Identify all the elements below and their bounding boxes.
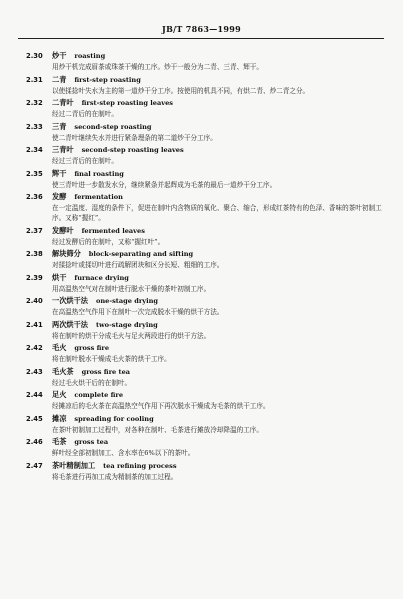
term-definition: 以使揉捻叶失水为主的第一道炒干分工序。按使用的机具不同，有烘二青、炒二青之分。 <box>52 86 310 95</box>
term-english: first-step roasting leaves <box>81 99 174 107</box>
term-english: gross fire tea <box>81 367 131 376</box>
term-entry <box>0 51 403 75</box>
term-number: 2.39 <box>26 273 43 282</box>
term-chinese: 二青叶 <box>52 98 74 107</box>
term-heading <box>26 296 158 306</box>
term-english: furnace drying <box>74 273 129 282</box>
term-chinese: 毛火 <box>52 343 67 352</box>
term-chinese: 解块筛分 <box>52 249 81 258</box>
term-entry <box>0 192 403 226</box>
term-number: 2.30 <box>26 52 43 60</box>
term-entry <box>0 437 403 461</box>
term-entry <box>0 343 403 367</box>
term-number: 2.32 <box>26 99 43 107</box>
term-heading <box>26 367 130 377</box>
term-heading <box>26 390 123 400</box>
term-list <box>0 51 403 484</box>
term-english: tea refining process <box>103 461 177 470</box>
term-heading <box>26 461 177 471</box>
term-number: 2.40 <box>26 297 43 305</box>
term-entry <box>0 226 403 250</box>
term-entry <box>0 75 403 99</box>
term-english: block-separating and sifting <box>88 250 194 258</box>
term-definition: 使二青叶继续失水并进行紧条理条的第二道炒干分工序。 <box>52 133 217 142</box>
term-chinese: 三青叶 <box>52 145 74 154</box>
term-english: first-step roasting <box>74 75 141 84</box>
term-english: complete fire <box>74 391 124 399</box>
term-number: 2.44 <box>26 391 43 399</box>
term-chinese: 毛火茶 <box>52 366 74 376</box>
term-entry <box>0 320 403 344</box>
term-english: gross tea <box>74 438 109 446</box>
term-definition: 用炒干机完成眉茶或珠茶干燥的工序。炒干一般分为二青、三青、辉干。 <box>52 63 263 71</box>
term-chinese: 炒干 <box>52 51 67 60</box>
term-english: fermented leaves <box>81 226 145 235</box>
term-entry <box>0 390 403 414</box>
term-entry <box>0 145 403 169</box>
term-english: second-step roasting leaves <box>81 146 184 154</box>
term-definition: 将在制叶脱水干燥成毛火茶的烘干工序。 <box>52 355 171 363</box>
term-chinese: 毛茶 <box>52 437 67 446</box>
term-definition: 在高温热空气作用下在制叶一次完成脱水干燥的烘干方法。 <box>52 308 224 316</box>
term-heading <box>26 51 105 61</box>
term-heading <box>26 226 145 236</box>
term-definition: 将在制叶的烘干分成毛火与足火两段进行的烘干方法。 <box>52 331 211 340</box>
term-english: spreading for cooling <box>74 414 154 423</box>
term-heading <box>26 169 124 179</box>
term-heading <box>26 145 184 155</box>
term-chinese: 发酵 <box>52 192 67 201</box>
term-english: final roasting <box>74 169 124 178</box>
term-number: 2.37 <box>26 226 43 235</box>
term-definition: 经过三青后的在制叶。 <box>52 157 118 165</box>
term-number: 2.43 <box>26 367 43 376</box>
header-rule <box>18 38 384 39</box>
term-heading <box>26 437 108 447</box>
term-heading <box>26 98 173 108</box>
term-number: 2.41 <box>26 320 43 329</box>
term-definition: 在茶叶初制加工过程中，对各种在制叶、毛茶进行摊放冷却降温的工序。 <box>52 425 263 434</box>
term-number: 2.47 <box>26 461 43 470</box>
term-chinese: 茶叶精制加工 <box>52 460 96 470</box>
term-entry <box>0 273 403 297</box>
term-entry <box>0 367 403 391</box>
term-number: 2.35 <box>26 169 43 178</box>
term-number: 2.33 <box>26 122 43 131</box>
term-entry <box>0 98 403 122</box>
term-entry <box>0 169 403 193</box>
term-definition: 对揉捻叶或揉切叶进行疏解团块和区分长短、粗细的工序。 <box>52 261 224 269</box>
term-number: 2.42 <box>26 344 43 352</box>
term-number: 2.46 <box>26 438 43 446</box>
term-chinese: 发酵叶 <box>52 225 74 235</box>
page-header: JB/T 7863—1999 <box>162 24 241 34</box>
term-number: 2.34 <box>26 146 43 154</box>
term-chinese: 足火 <box>52 390 67 399</box>
term-entry <box>0 414 403 438</box>
term-heading <box>26 249 193 259</box>
term-entry <box>0 461 403 485</box>
term-definition: 用高温热空气对在制叶进行脱水干燥的茶叶初制工序。 <box>52 284 211 293</box>
term-heading <box>26 75 141 85</box>
term-english: second-step roasting <box>74 122 152 131</box>
term-number: 2.36 <box>26 193 43 201</box>
term-heading <box>26 414 154 424</box>
term-heading <box>26 343 109 353</box>
term-heading <box>26 192 123 202</box>
term-chinese: 两次烘干法 <box>52 319 88 329</box>
term-definition: 经过发酵后的在制叶，又称“握红叶”。 <box>52 237 165 246</box>
term-chinese: 烘干 <box>52 272 67 282</box>
term-heading <box>26 320 158 330</box>
term-definition: 使三青叶进一步散发水分，继续紧条并起辉成为毛茶的最后一道炒干分工序。 <box>52 180 277 189</box>
term-number: 2.38 <box>26 250 43 258</box>
term-heading <box>26 122 152 132</box>
term-chinese: 摊凉 <box>52 413 67 423</box>
term-definition: 经过毛火烘干后的在制叶。 <box>52 378 132 387</box>
term-definition: 经过二青后的在制叶。 <box>52 110 118 118</box>
term-definition: 将毛茶进行再加工成为精制茶的加工过程。 <box>52 472 178 481</box>
term-chinese: 二青 <box>52 74 67 84</box>
term-heading <box>26 273 129 283</box>
term-entry <box>0 296 403 320</box>
term-entry <box>0 122 403 146</box>
term-english: fermentation <box>74 193 123 201</box>
term-definition: 在一定温度、湿度的条件下，促进在制叶内含物质的氧化、聚合、缩合，形成红茶特有的色泽、香味的茶叶初制工序。又称“握红”。 <box>52 204 382 222</box>
term-chinese: 辉干 <box>52 168 67 178</box>
term-english: roasting <box>74 52 106 60</box>
term-english: gross fire <box>74 344 110 352</box>
term-definition: 鲜叶经全部初制加工、含水率在6%以下的茶叶。 <box>52 449 195 457</box>
term-number: 2.31 <box>26 75 43 84</box>
term-english: one-stage drying <box>95 297 159 305</box>
term-definition: 经摊凉后的毛火茶在高温热空气作用下再次脱水干燥成为毛茶的烘干工序。 <box>52 402 270 410</box>
term-english: two-stage drying <box>95 320 158 329</box>
term-chinese: 三青 <box>52 121 67 131</box>
term-entry <box>0 249 403 273</box>
term-number: 2.45 <box>26 414 43 423</box>
term-chinese: 一次烘干法 <box>52 296 88 305</box>
